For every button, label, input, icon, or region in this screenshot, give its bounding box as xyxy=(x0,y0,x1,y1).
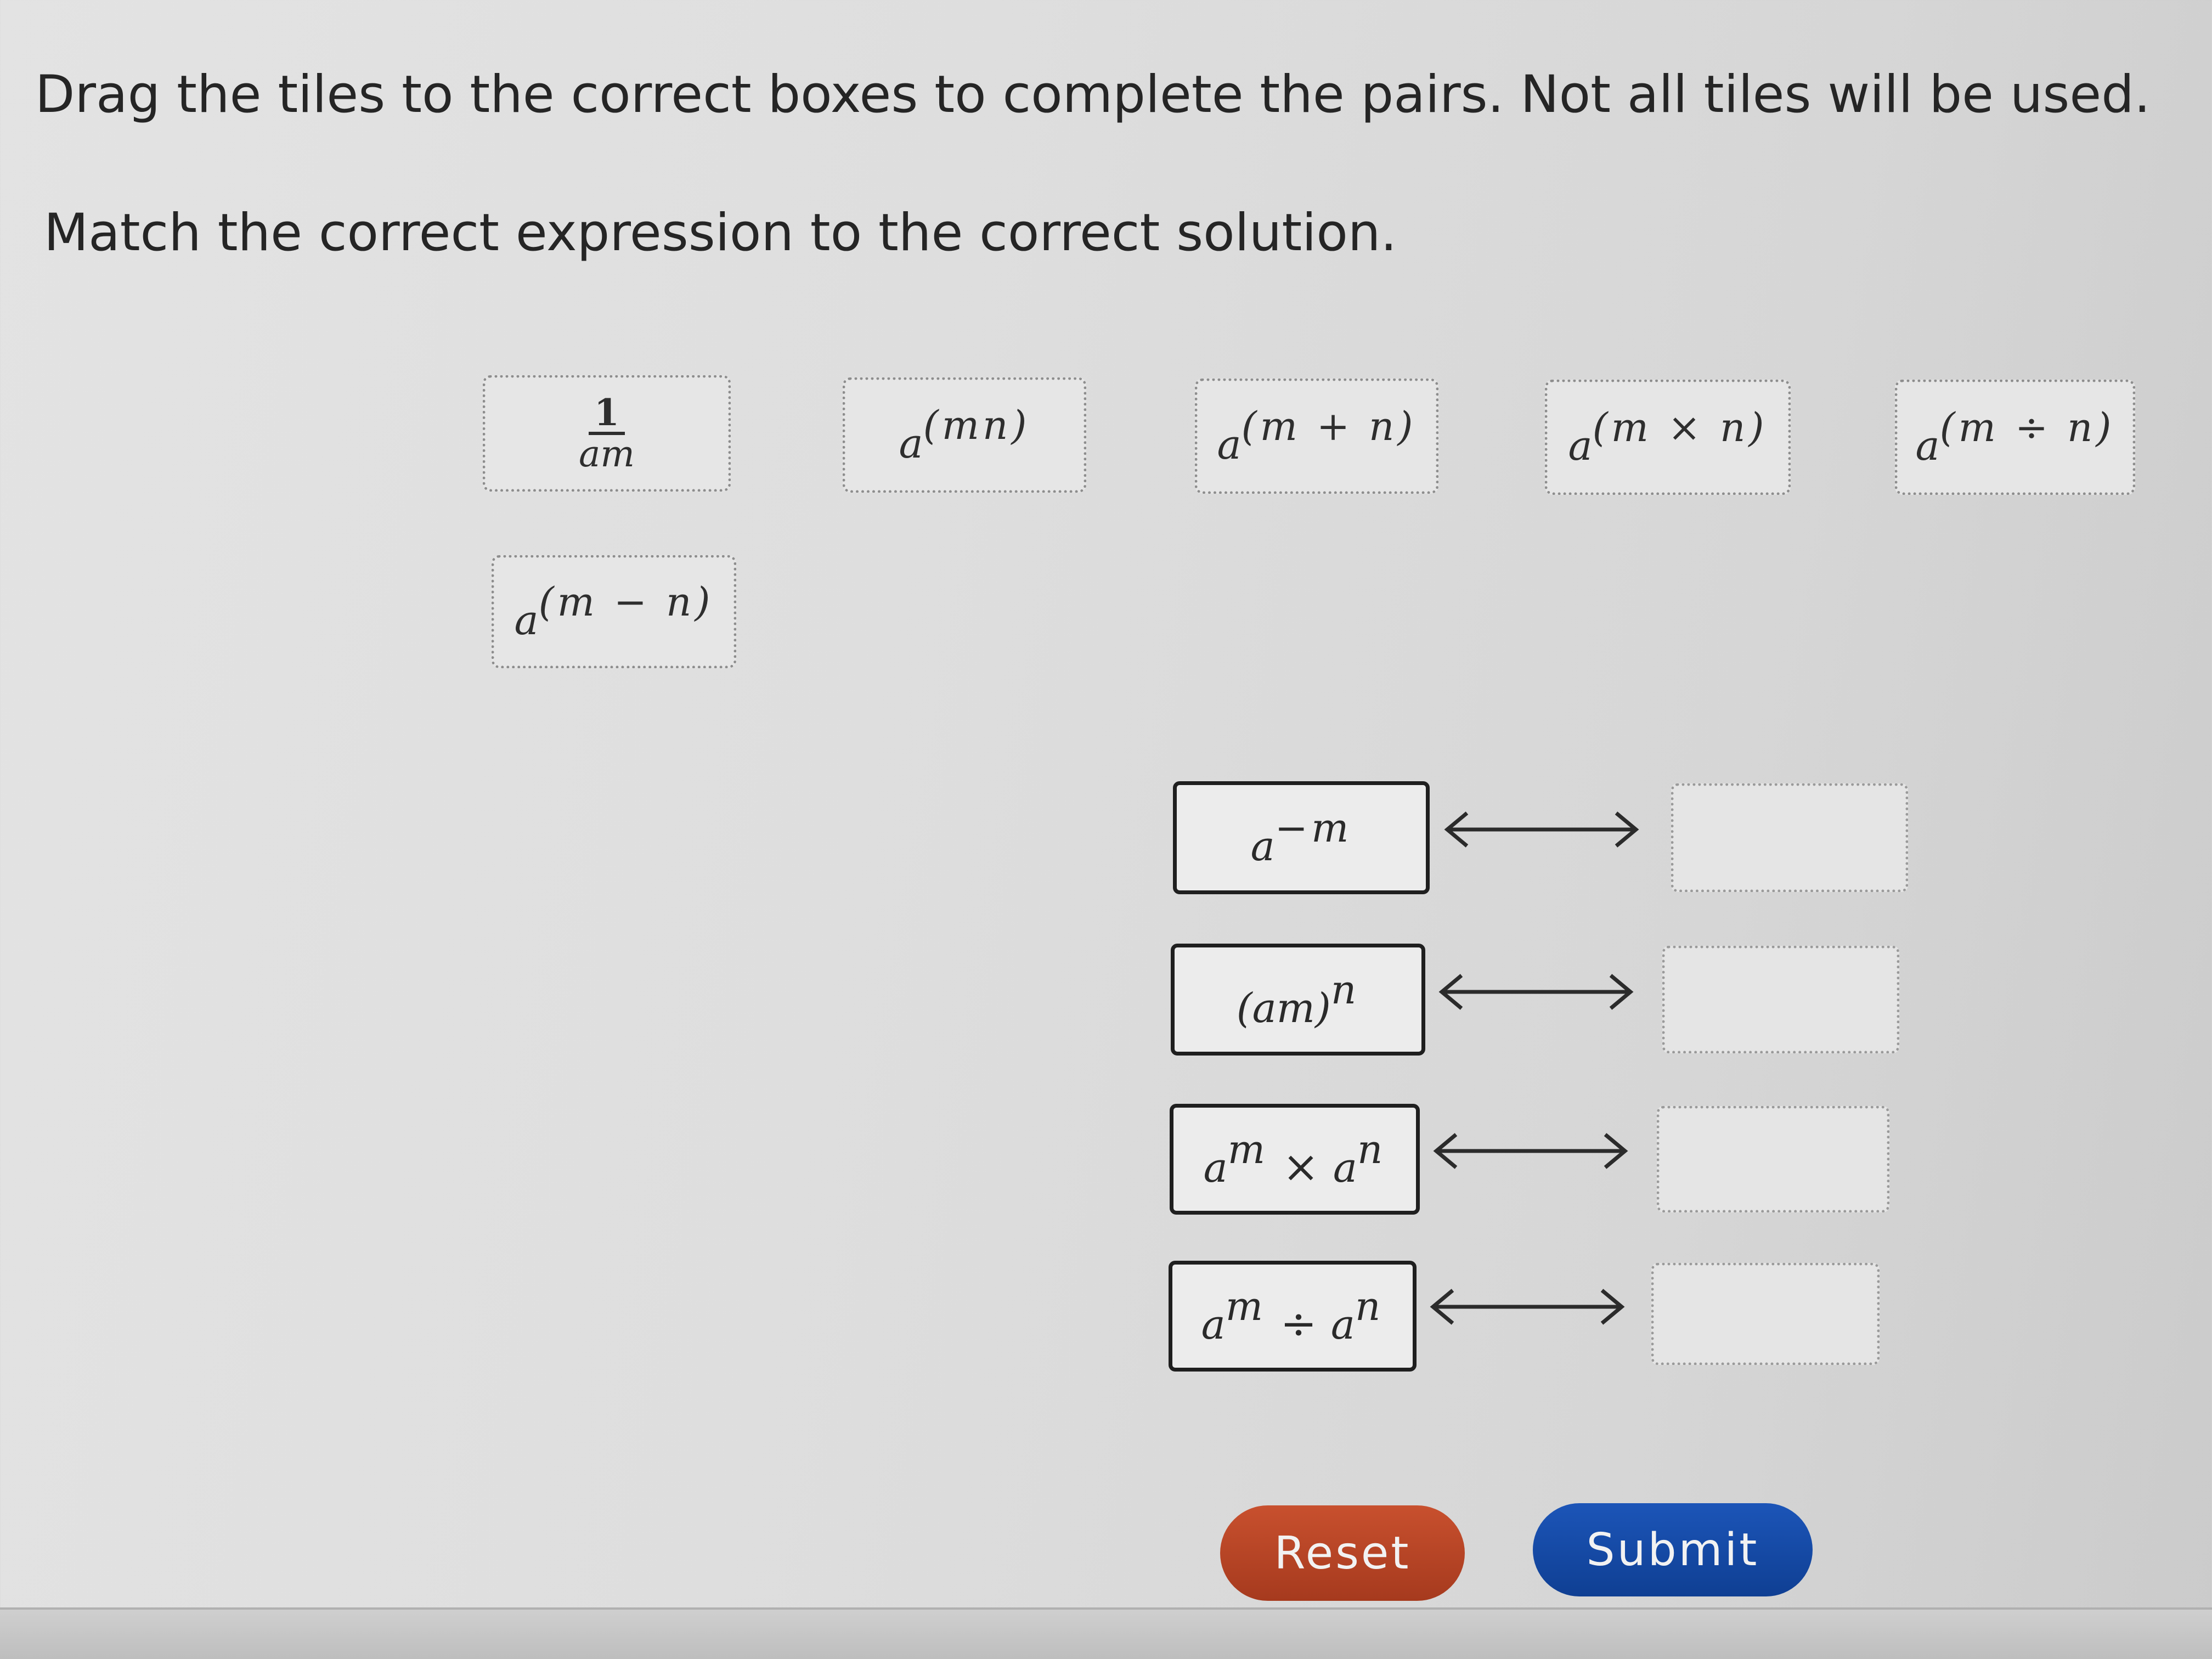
tile-expression xyxy=(514,579,714,644)
prompt-expression xyxy=(1250,805,1352,870)
reset-button[interactable]: Reset xyxy=(1220,1505,1465,1601)
answer-box-1[interactable] xyxy=(1671,783,1908,892)
tile-expression xyxy=(1915,404,2115,470)
expression-exponent-1: m xyxy=(1227,1126,1268,1172)
expression-exponent: (m − n) xyxy=(538,579,714,625)
expression-base-1: a xyxy=(1203,1144,1228,1192)
double-arrow-icon xyxy=(1443,808,1640,851)
expression-exponent: n xyxy=(1330,967,1360,1013)
expression-exponent: (m + n) xyxy=(1241,403,1417,449)
tile-one-over-a-m[interactable] xyxy=(483,375,731,492)
expression-base-2: a xyxy=(1333,1144,1358,1192)
screen-bottom-edge xyxy=(0,1607,2212,1659)
tile-a-m-times-n[interactable] xyxy=(1545,380,1791,495)
tile-expression xyxy=(1568,404,1768,470)
expression-exponent-2: n xyxy=(1355,1283,1384,1329)
prompt-am-div-an xyxy=(1169,1261,1417,1372)
expression-exponent: (m × n) xyxy=(1592,404,1768,450)
operator-times: × xyxy=(1282,1141,1319,1192)
expression-base: a xyxy=(1568,422,1593,470)
fraction-numerator: 1 xyxy=(589,394,625,435)
prompt-expression xyxy=(1203,1126,1386,1192)
expression-exponent-1: m xyxy=(1225,1283,1266,1329)
tile-a-m-plus-n[interactable] xyxy=(1195,379,1438,494)
instruction-match: Match the correct expression to the correct solution. xyxy=(44,203,1397,263)
prompt-expression xyxy=(1201,1283,1384,1349)
answer-box-3[interactable] xyxy=(1657,1106,1889,1212)
expression-base: a xyxy=(514,597,539,644)
expression-base: a xyxy=(1217,421,1242,469)
prompt-expression xyxy=(1236,967,1360,1032)
expression-base-2: a xyxy=(1330,1301,1356,1348)
expression-base: a xyxy=(899,420,923,467)
tile-a-m-div-n[interactable] xyxy=(1895,380,2135,495)
answer-box-2[interactable] xyxy=(1662,946,1899,1053)
expression-base: a xyxy=(1250,823,1275,870)
fraction-denominator: am xyxy=(579,433,635,475)
answer-box-4[interactable] xyxy=(1651,1263,1880,1365)
double-arrow-icon xyxy=(1437,970,1635,1014)
expression-base-1: a xyxy=(1201,1301,1226,1348)
prompt-a-m-power-n xyxy=(1171,944,1425,1056)
double-arrow-icon xyxy=(1432,1129,1629,1173)
double-arrow-icon xyxy=(1429,1285,1626,1329)
prompt-am-times-an xyxy=(1170,1104,1420,1215)
expression-exponent-2: n xyxy=(1357,1126,1386,1172)
tile-expression xyxy=(899,402,1030,467)
tile-a-mn[interactable] xyxy=(843,377,1086,493)
expression-base: a xyxy=(1915,422,1940,470)
submit-button[interactable]: Submit xyxy=(1533,1503,1813,1596)
tile-expression xyxy=(1217,403,1417,469)
fraction xyxy=(575,391,638,475)
tile-a-m-minus-n[interactable] xyxy=(492,555,736,668)
expression-exponent: −m xyxy=(1274,805,1352,851)
instruction-drag-tiles: Drag the tiles to the correct boxes to complete the pairs. Not all tiles will be used. xyxy=(35,65,2151,125)
expression-base: (am) xyxy=(1236,985,1331,1032)
operator-divide: ÷ xyxy=(1280,1298,1317,1349)
expression-exponent: (mn) xyxy=(923,402,1030,448)
expression-exponent: (m ÷ n) xyxy=(1939,404,2115,450)
prompt-a-neg-m xyxy=(1173,781,1430,894)
